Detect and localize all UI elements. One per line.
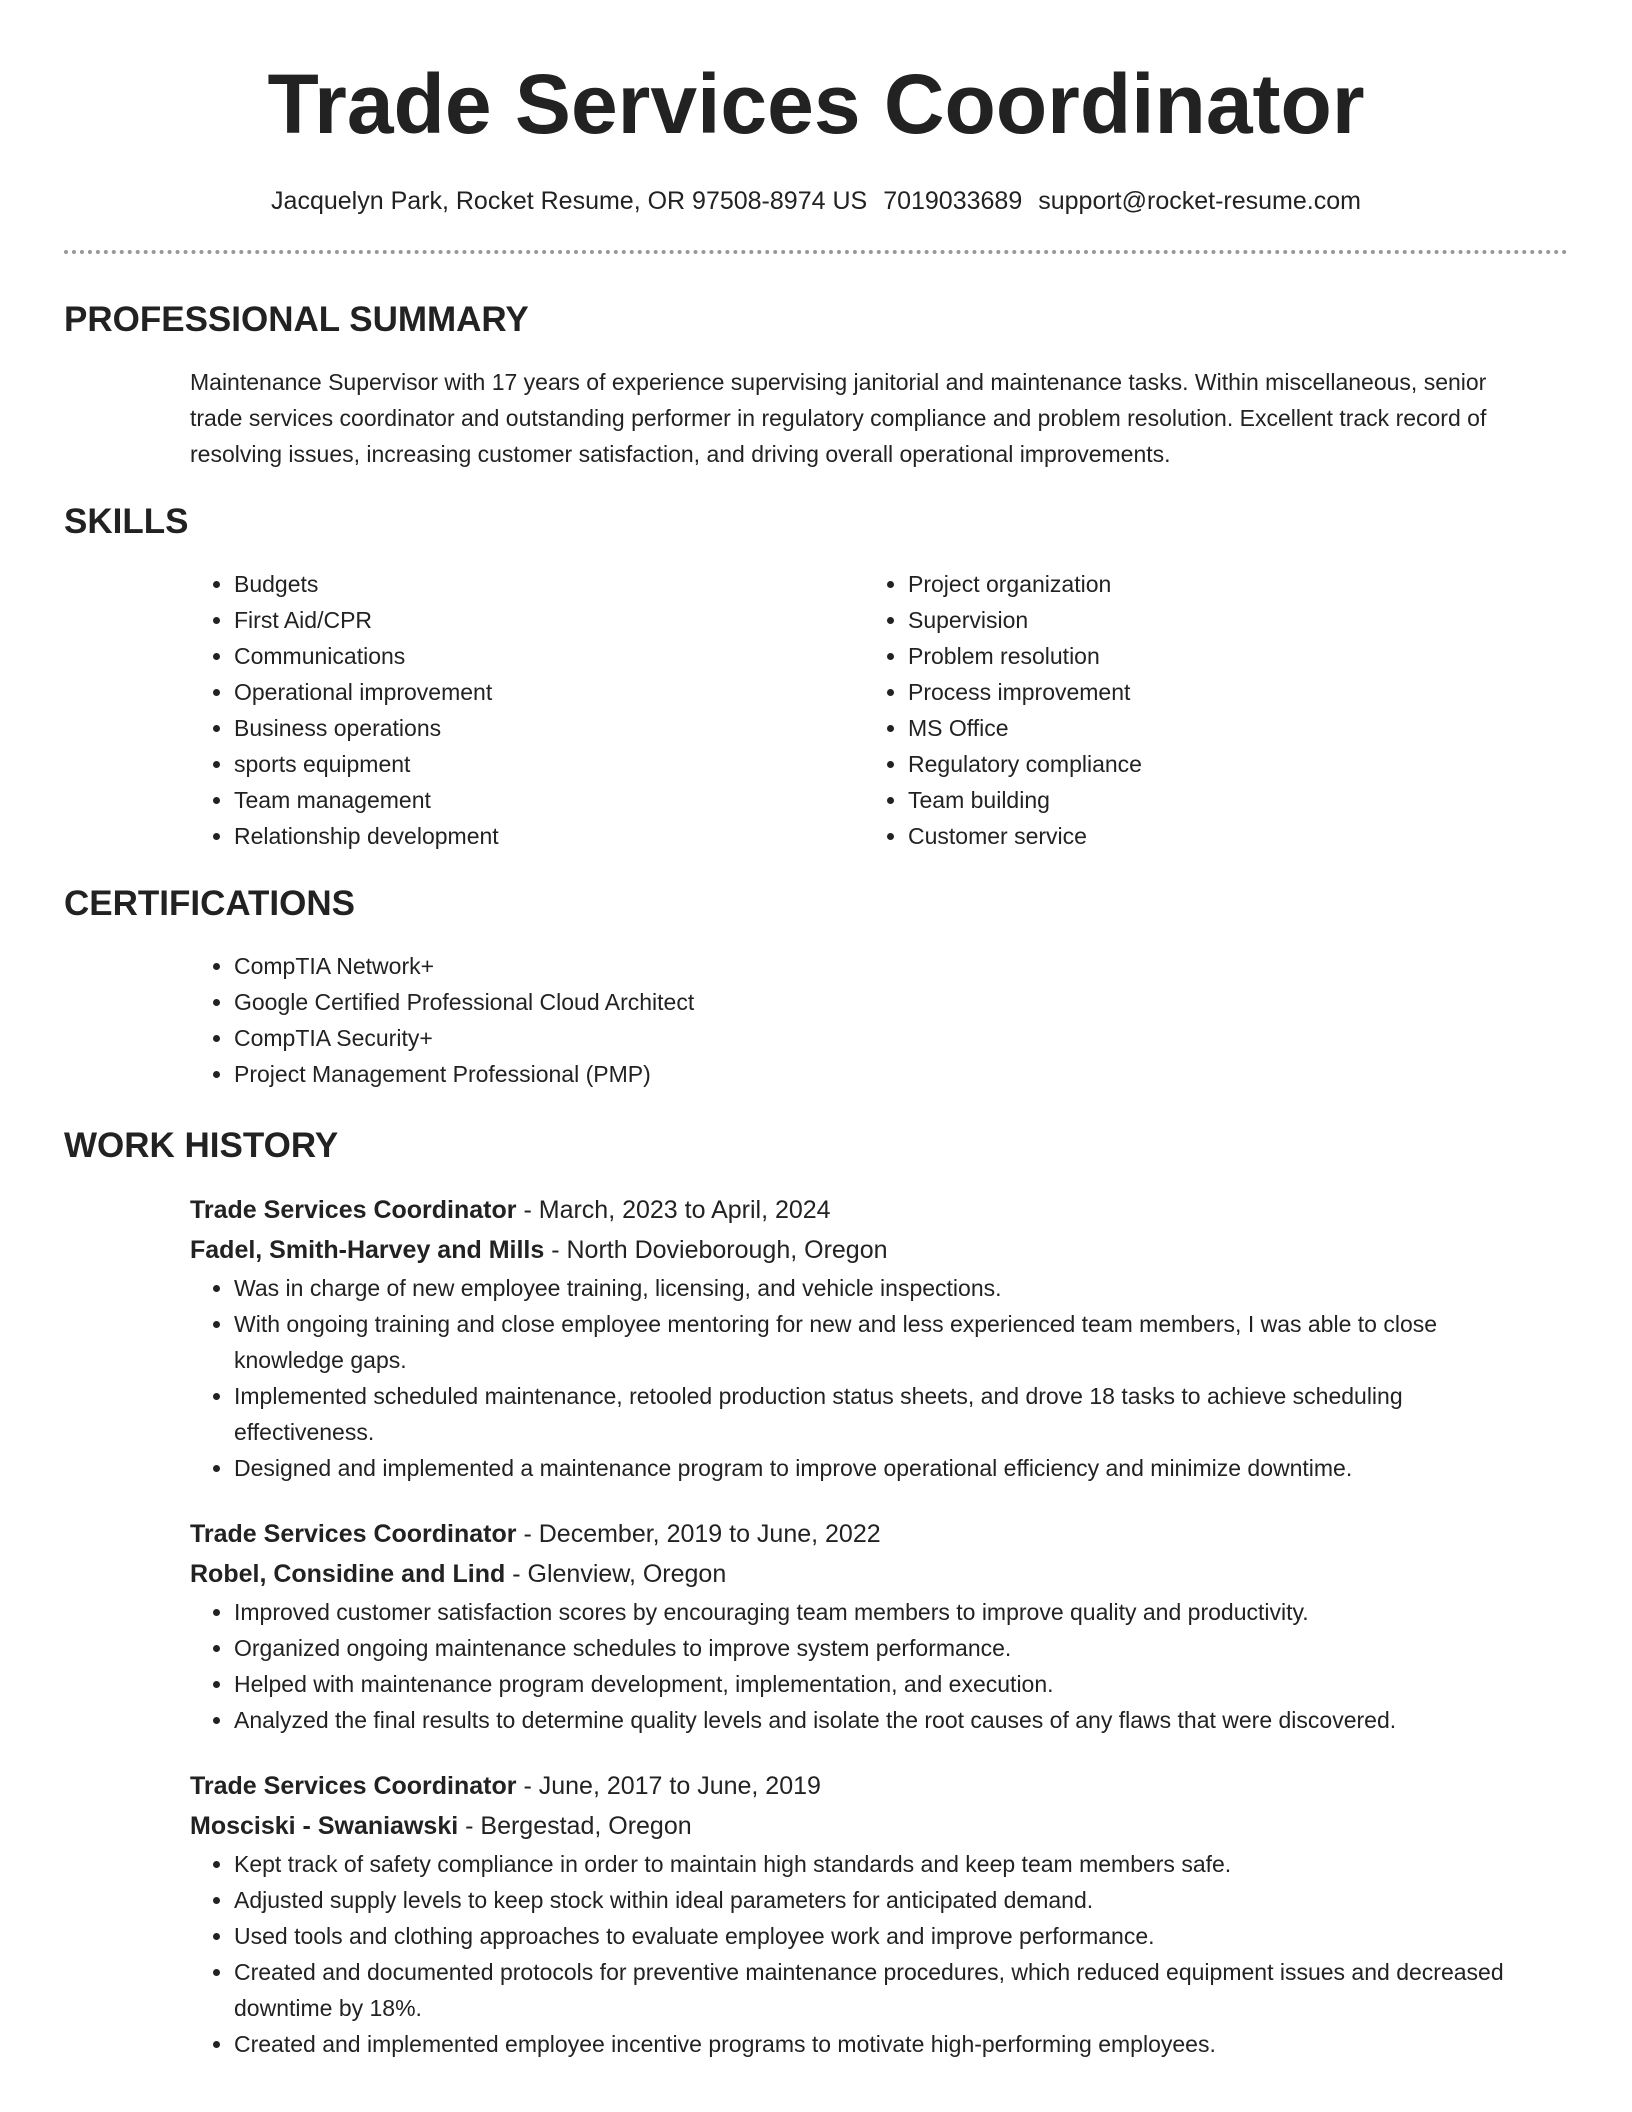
job-dates: - March, 2023 to April, 2024 [523, 1196, 831, 1224]
job-company-line [190, 1230, 1538, 1270]
skill-item: • Business operations [234, 710, 864, 746]
work-history-section [190, 1190, 1538, 2062]
job-duty: • Organized ongoing maintenance schedules to improve system performance. [234, 1630, 1538, 1666]
job-role-line [190, 1514, 1538, 1554]
skills-column-right [864, 566, 1538, 854]
summary-heading: PROFESSIONAL SUMMARY [64, 300, 529, 339]
job-duty: • Created and implemented employee incentive programs to motivate high-performing employees. [234, 2026, 1538, 2062]
job-dates: - June, 2017 to June, 2019 [523, 1772, 821, 1800]
job-company-line [190, 1806, 1538, 1846]
job-duty: • Analyzed the final results to determine quality levels and isolate the root causes of any flaws that were discovered. [234, 1702, 1538, 1738]
contact-phone: 7019033689 [883, 187, 1023, 215]
job-duty: • Implemented scheduled maintenance, retooled production status sheets, and drove 18 tasks to achieve scheduling effectiveness. [234, 1378, 1538, 1450]
job-entry [190, 1766, 1538, 2062]
skill-item: • Team building [908, 782, 1538, 818]
job-company: Fadel, Smith-Harvey and Mills [190, 1236, 545, 1264]
skill-item: • Customer service [908, 818, 1538, 854]
certification-item: • Google Certified Professional Cloud Architect [234, 984, 1538, 1020]
job-duty: • Designed and implemented a maintenance program to improve operational efficiency and minimize downtime. [234, 1450, 1538, 1486]
job-duty: • Improved customer satisfaction scores by encouraging team members to improve quality and productivity. [234, 1594, 1538, 1630]
job-entry [190, 1514, 1538, 1738]
job-location: - Bergestad, Oregon [465, 1812, 692, 1840]
skills-section [190, 566, 1538, 854]
certification-item: • CompTIA Security+ [234, 1020, 1538, 1056]
summary-text: Maintenance Supervisor with 17 years of experience supervising janitorial and maintenance tasks. Within miscellaneous, senior trade services coordinator and outstanding performer in regulatory compliance and problem resolution. Excellent track record of resolving issues, increasing customer satisfaction, and driving overall operational improvements. [190, 369, 1487, 467]
certification-item: • Project Management Professional (PMP) [234, 1056, 1538, 1092]
job-duty: • Was in charge of new employee training, licensing, and vehicle inspections. [234, 1270, 1538, 1306]
work-history-heading: WORK HISTORY [64, 1126, 339, 1165]
skill-item: • Communications [234, 638, 864, 674]
job-duty: • With ongoing training and close employee mentoring for new and less experienced team members, I was able to close knowledge gaps. [234, 1306, 1538, 1378]
skill-item: • Relationship development [234, 818, 864, 854]
job-duty: • Adjusted supply levels to keep stock within ideal parameters for anticipated demand. [234, 1882, 1538, 1918]
contact-email: support@rocket-resume.com [1038, 187, 1361, 215]
job-role-line [190, 1190, 1538, 1230]
job-entry [190, 1190, 1538, 1486]
certifications-heading: CERTIFICATIONS [64, 884, 356, 923]
skill-item: • Process improvement [908, 674, 1538, 710]
skill-item: • Problem resolution [908, 638, 1538, 674]
certifications-list [190, 948, 1538, 1092]
skill-item: • Supervision [908, 602, 1538, 638]
job-company: Robel, Considine and Lind [190, 1560, 506, 1588]
skill-item: • First Aid/CPR [234, 602, 864, 638]
job-duties [190, 1594, 1538, 1738]
job-company: Mosciski - Swaniawski [190, 1812, 459, 1840]
resume-name: Trade Services Coordinator [267, 57, 1365, 151]
skill-item: • Budgets [234, 566, 864, 602]
skills-heading: SKILLS [64, 502, 189, 541]
job-role: Trade Services Coordinator [190, 1772, 517, 1800]
skill-item: • Regulatory compliance [908, 746, 1538, 782]
skill-item: • MS Office [908, 710, 1538, 746]
skill-item: • Team management [234, 782, 864, 818]
skills-grid [190, 566, 1538, 854]
resume-page [64, 0, 1568, 2062]
job-duty: • Kept track of safety compliance in order to maintain high standards and keep team members safe. [234, 1846, 1538, 1882]
job-duties [190, 1846, 1538, 2062]
contact-address: Jacquelyn Park, Rocket Resume, OR 97508-8974 US [271, 187, 868, 215]
job-company-line [190, 1554, 1538, 1594]
job-duties [190, 1270, 1538, 1486]
job-duty: • Used tools and clothing approaches to evaluate employee work and improve performance. [234, 1918, 1538, 1954]
job-location: - Glenview, Oregon [512, 1560, 727, 1588]
skill-item: • Operational improvement [234, 674, 864, 710]
job-duty: • Created and documented protocols for preventive maintenance procedures, which reduced equipment issues and decreased downtime by 18%. [234, 1954, 1538, 2026]
skill-item: • sports equipment [234, 746, 864, 782]
job-role-line [190, 1766, 1538, 1806]
job-location: - North Dovieborough, Oregon [551, 1236, 888, 1264]
job-role: Trade Services Coordinator [190, 1520, 517, 1548]
job-role: Trade Services Coordinator [190, 1196, 517, 1224]
summary-section [190, 364, 1538, 472]
certifications-section [190, 948, 1538, 1092]
skills-list-right [864, 566, 1538, 854]
skill-item: • Project organization [908, 566, 1538, 602]
contact-line [64, 184, 1568, 218]
skills-list-left [190, 566, 864, 854]
job-dates: - December, 2019 to June, 2022 [523, 1520, 881, 1548]
header-divider [64, 250, 1568, 254]
job-duty: • Helped with maintenance program development, implementation, and execution. [234, 1666, 1538, 1702]
certification-item: • CompTIA Network+ [234, 948, 1538, 984]
skills-column-left [190, 566, 864, 854]
